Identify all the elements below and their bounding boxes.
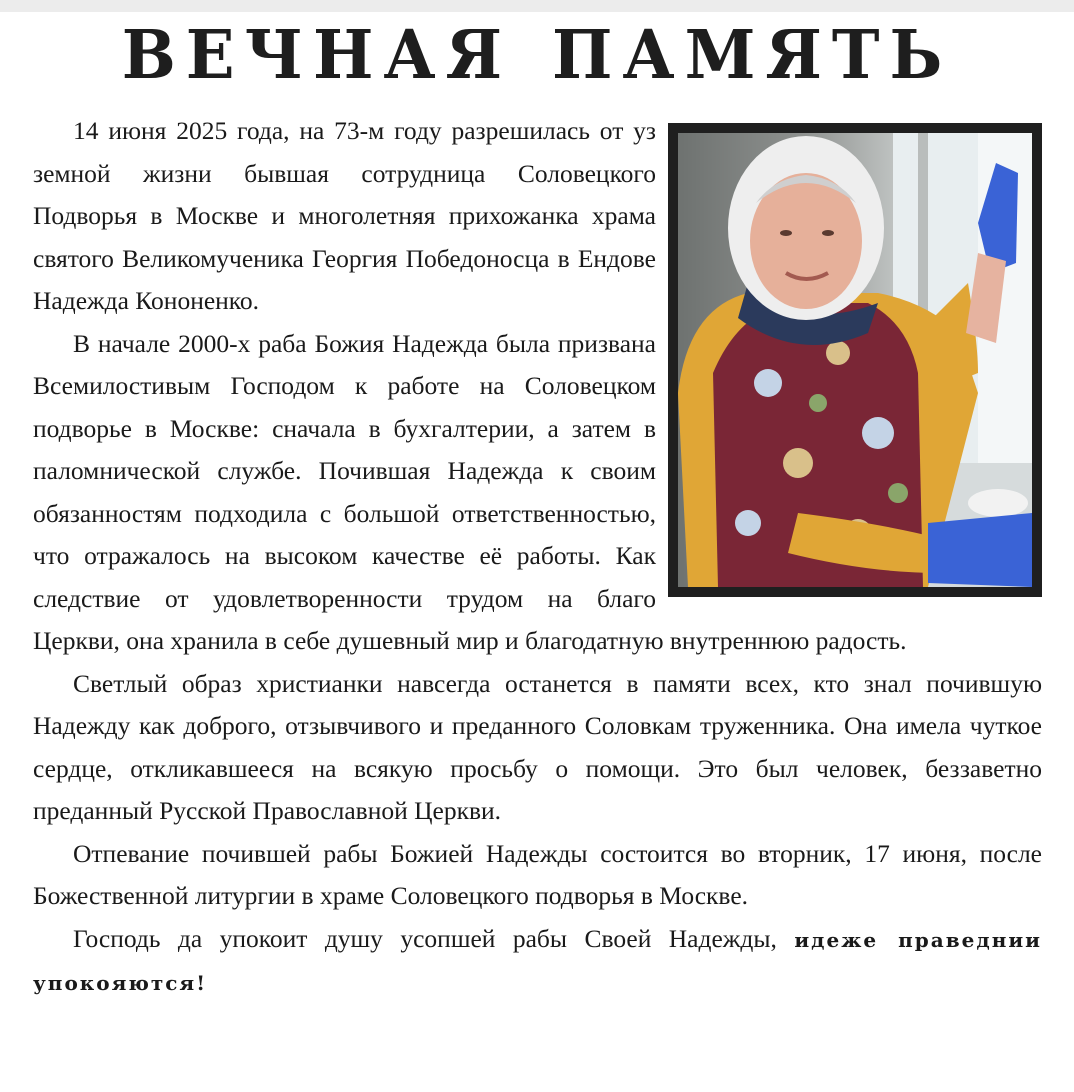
paragraph-3: Светлый образ христианки навсегда останется в памяти всех, кто знал почившую Надежду как доброго, отзывчивого и преданного Соловкам труженника. Она имела чуткое сердце, откликавшееся на всякую просьбу о помощи. Это был человек, беззаветно преданный Русской Православной Церкви. xyxy=(33,668,1042,825)
paragraph-1: 14 июня 2025 года, на 73-м году разрешилась от уз земной жизни бывшая сотрудница Соловецкого Подворья в Москве и многолетняя прихожанка храма святого Великомученика Георгия Победоносца в Ендове Надежда Кононенко. xyxy=(33,116,656,315)
paragraph-5-main: Господь да упокоит душу усопшей рабы Своей Надежды, xyxy=(73,923,777,953)
photo-spacer xyxy=(656,110,1042,598)
paragraph-2: В начале 2000-х раба Божия Надежда была призвана Всемилостивым Господом к работе на Соловецком подворье в Москве: сначала в бухгалтерии, а затем в паломнической службе. Почившая Надежда к своим обязанностям подходила с большой ответственностью, что отражалось на высоком качестве её работы. Как следствие от удовлетворенности трудом на благо Церкви, она хранила в себе душевный мир и благодатную внутреннюю радость. xyxy=(33,328,907,655)
paragraph-4: Отпевание почившей рабы Божией Надежды состоится во вторник, 17 июня, после Божественной литургии в храме Соловецкого подворья в Москве. xyxy=(33,838,1042,910)
article-body xyxy=(33,110,1042,1005)
top-bar xyxy=(0,0,1074,12)
paragraph-5 xyxy=(33,918,1042,1005)
slavonic-phrase: идеже праведнии упокояются! xyxy=(33,927,1043,995)
title-word-1: ВЕЧНАЯ xyxy=(121,16,513,95)
page-title xyxy=(0,14,1074,98)
title-word-2: ПАМЯТЬ xyxy=(552,16,953,95)
